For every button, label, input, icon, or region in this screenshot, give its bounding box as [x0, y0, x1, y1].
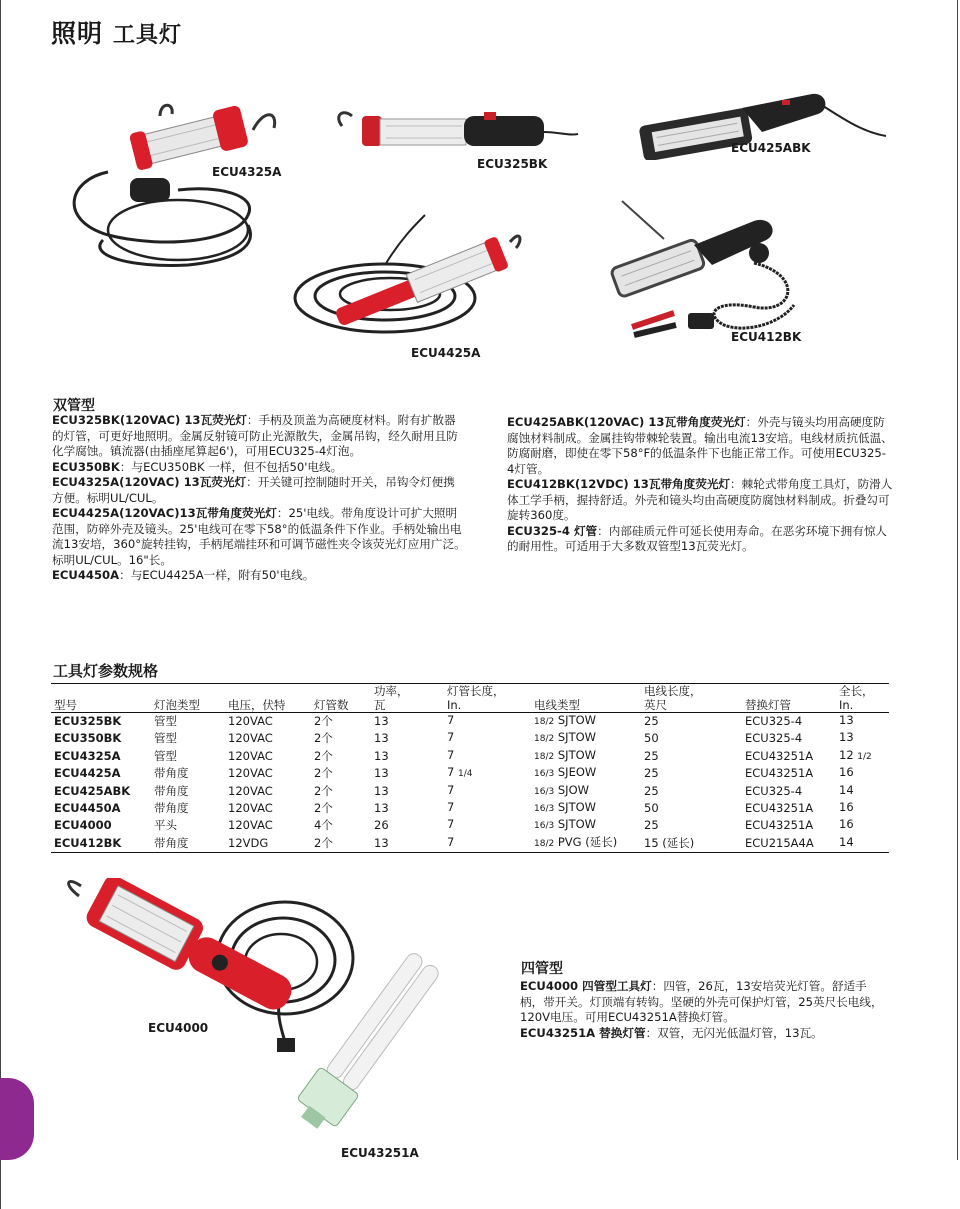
- desc-ecu43251a: ECU43251A 替换灯管：双管，无闪光低温灯管，13瓦。: [520, 1025, 823, 1040]
- table-row: ECU4425A 带角度 120VAC 2个 13 7 1/4 16/3 SJEOW 25 ECU43251A 16: [54, 765, 854, 781]
- col-total-length: 全长， In.: [836, 684, 889, 713]
- table-row: ECU4325A 管型 120VAC 2个 13 7 18/2 SJTOW 25 ECU43251A 12 1/2: [54, 747, 872, 763]
- col-bulb: 灯泡类型: [151, 684, 225, 713]
- label-ecu43251a: ECU43251A: [341, 1146, 419, 1160]
- desc-ecu4000: ECU4000 四管型工具灯：四管，26瓦，13安培荧光灯管。舒适手柄，带开关。灯顶端有转钩。坚硬的外壳可保护灯管，25英尺长电线，120V电压。可用ECU43251A替换灯管。: [520, 979, 883, 1024]
- table-row: ECU350BK 管型 120VAC 2个 13 7 18/2 SJTOW 50 ECU325-4 13: [54, 730, 854, 746]
- page-border-right: [957, 0, 958, 1160]
- label-ecu325bk: ECU325BK: [477, 157, 548, 171]
- desc-ecu325bk: ECU325BK(120VAC) 13瓦荧光灯：手柄及顶盖为高硬度材料。附有扩散器的灯管，可更好地照明。金属反射镜可防止光源散失，金属吊钩，经久耐用且防化学腐蚀。镇流器(由插座尾算起6')，可用ECU325-4灯泡。: [52, 413, 458, 458]
- desc-ecu325-4: ECU325-4 灯管：内部硅质元件可延长使用寿命。在恶劣环境下拥有惊人的耐用性。可适用于大多数双管型13瓦荧光灯。: [507, 523, 888, 553]
- label-ecu4425a: ECU4425A: [411, 346, 481, 360]
- col-tube-length: 灯管长度， In.: [444, 684, 531, 713]
- table-row: ECU4450A 带角度 120VAC 2个 13 7 16/3 SJTOW 50 ECU43251A 16: [54, 800, 854, 816]
- ecu4325a-image: [48, 100, 283, 270]
- ecu412bk-image: [604, 195, 809, 345]
- section-tab: [0, 1078, 34, 1160]
- quad-tube-heading: 四管型: [521, 961, 563, 977]
- table-row: ECU4000 平头 120VAC 4个 26 7 16/3 SJTOW 25 ECU43251A 16: [54, 817, 854, 833]
- desc-ecu350bk: ECU350BK：与ECU350BK 一样，但不包括50'电线。: [52, 459, 343, 474]
- desc-ecu425abk: ECU425ABK(120VAC) 13瓦带角度荧光灯：外壳与镜头均用高硬度防腐蚀材料制成。金属挂钩带棘轮装置。输出电流13安培。电线材质抗低温、防腐耐磨，即使在零下58°F的低温条件下也能正常工作。可使用ECU325-4灯管。: [507, 415, 893, 476]
- spec-table: [51, 683, 889, 853]
- table-row: ECU325BK 管型 120VAC 2个 13 7 18/2 SJTOW 25 ECU325-4 13: [54, 713, 854, 728]
- desc-ecu4325a: ECU4325A(120VAC) 13瓦荧光灯：开关键可控制随时开关，吊钩令灯便携方便。标明UL/CUL。: [52, 475, 455, 505]
- spec-table-header: [51, 684, 889, 713]
- ecu43251a-image: [288, 942, 448, 1152]
- col-wire-type: 电线类型: [531, 684, 641, 713]
- desc-ecu4425a: ECU4425A(120VAC)13瓦带角度荧光灯：25'电线。带角度设计可扩大照明范围，防碎外壳及镜头。25'电线可在零下58°的低温条件下作业。手柄处输出电流13安培，360°旋转挂钩，手柄尾端挂环和可调节磁性夹令该荧光灯应用广泛。标明UL/CUL。16"长。: [52, 506, 466, 567]
- label-ecu4325a: ECU4325A: [212, 165, 282, 179]
- label-ecu425abk: ECU425ABK: [731, 141, 811, 155]
- twin-tube-heading: 双管型: [53, 398, 95, 414]
- twin-tube-desc-right: [507, 415, 893, 555]
- ecu325bk-image: [334, 108, 579, 158]
- twin-tube-desc-left: [52, 413, 466, 584]
- desc-ecu412bk: ECU412BK(12VDC) 13瓦带角度荧光灯：棘轮式带角度工具灯，防滑人体工学手柄，握持舒适。外壳和镜头均由高硬度防腐蚀材料制成。折叠勾可旋转360度。: [507, 477, 893, 522]
- col-replacement: 替换灯管: [742, 684, 836, 713]
- label-ecu412bk: ECU412BK: [731, 330, 802, 344]
- table-row: ECU425ABK 带角度 120VAC 2个 13 7 16/3 SJOW 25 ECU325-4 14: [54, 782, 854, 798]
- label-ecu4000: ECU4000: [148, 1021, 209, 1035]
- col-model: 型号: [51, 684, 151, 713]
- spec-table-heading: 工具灯参数规格: [53, 662, 159, 680]
- ecu4425a-image: [290, 210, 530, 342]
- col-watt: 功率， 瓦: [371, 684, 444, 713]
- desc-ecu4450a: ECU4450A：与ECU4425A一样，附有50'电线。: [52, 568, 315, 582]
- col-tubes: 灯管数: [311, 684, 371, 713]
- title-sub: 工具灯: [113, 23, 183, 48]
- table-row: ECU412BK 带角度 12VDG 2个 13 7 18/2 PVG (延长) 15 (延长) ECU215A4A 14: [51, 835, 889, 853]
- quad-tube-desc: [520, 979, 886, 1041]
- col-cord-length: 电线长度， 英尺: [641, 684, 742, 713]
- page-border-left: [0, 0, 1, 1209]
- title-main: 照明: [51, 19, 104, 48]
- col-voltage: 电压，伏特: [225, 684, 311, 713]
- page-title: [51, 14, 182, 50]
